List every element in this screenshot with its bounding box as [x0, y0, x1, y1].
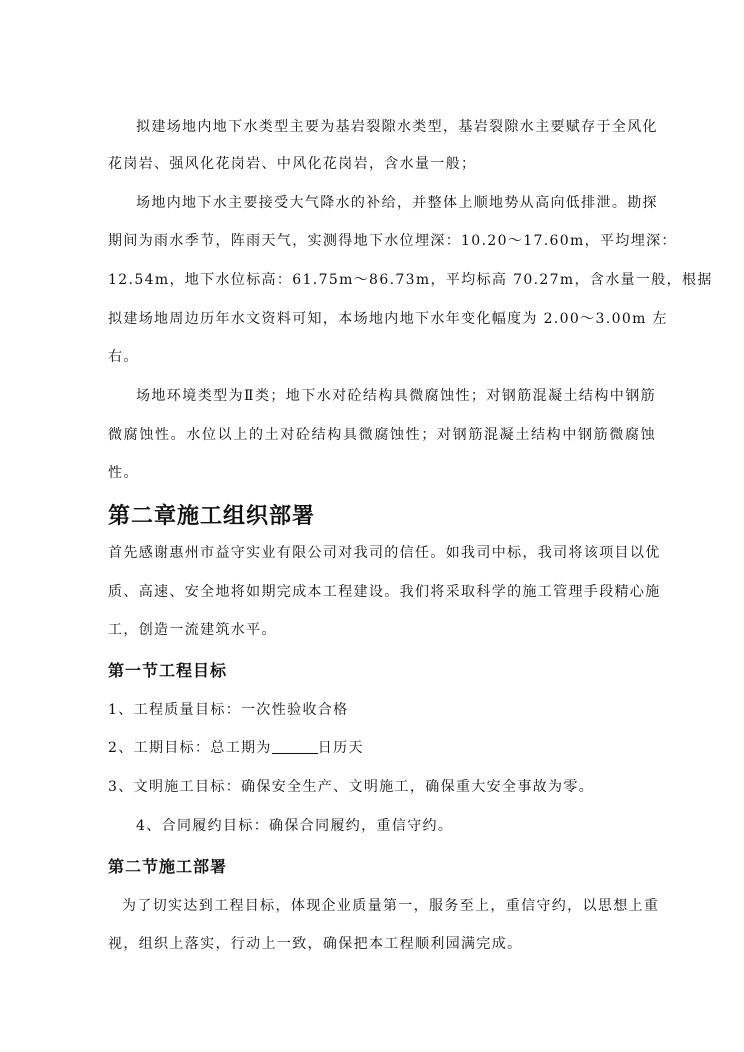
paragraph-2-line-1: 场地内地下水主要接受大气降水的补给，并整体上顺地势从高向低排泄。勘探	[136, 195, 658, 211]
section-2-line-1: 为了切实达到工程目标，体现企业质量第一，服务至上，重信守约，以思想上重	[122, 898, 660, 914]
chapter-2-intro-line-2: 质、高速、安全地将如期完成本工程建设。我们将采取科学的施工管理手段精心施	[108, 584, 661, 600]
paragraph-2-line-3: 12.54m，地下水位标高：61.75m～86.73m，平均标高 70.27m，含水量一般，根据	[108, 272, 713, 288]
goal-item-3: 3、文明施工目标：确保安全生产、文明施工，确保重大安全事故为零。	[108, 779, 595, 795]
goal-item-2-suffix: 日历天	[317, 740, 364, 756]
paragraph-1-line-1: 拟建场地内地下水类型主要为基岩裂隙水类型，基岩裂隙水主要赋存于全风化	[136, 119, 658, 135]
paragraph-2-line-2: 期间为雨水季节，阵雨天气，实测得地下水位埋深：10.20～17.60m，平均埋深：	[108, 233, 677, 249]
paragraph-3-line-3: 性。	[108, 465, 139, 481]
chapter-2-intro-line-1: 首先感谢惠州市益守实业有限公司对我司的信任。如我司中标，我司将该项目以优	[108, 545, 661, 561]
section-1-heading: 第一节工程目标	[108, 661, 228, 680]
goal-item-2-prefix: 2、工期目标：总工期为	[108, 740, 272, 756]
section-2-heading: 第二节施工部署	[108, 857, 228, 876]
chapter-2-intro-line-3: 工，创造一流建筑水平。	[108, 622, 277, 638]
section-2-line-2: 视，组织上落实，行动上一致，确保把本工程顺利园满完成。	[108, 936, 523, 952]
paragraph-1-line-2: 花岗岩、强风化花岗岩、中风化花岗岩，含水量一般；	[108, 156, 477, 172]
paragraph-2-line-5: 右。	[108, 349, 139, 365]
goal-item-1: 1、工程质量目标：一次性验收合格	[108, 702, 349, 718]
paragraph-3-line-1: 场地环境类型为Ⅱ类；地下水对砼结构具微腐蚀性；对钢筋混凝土结构中钢筋	[136, 388, 656, 404]
goal-item-2	[108, 738, 656, 758]
paragraph-3-line-2: 微腐蚀性。水位以上的土对砼结构具微腐蚀性；对钢筋混凝土结构中钢筋微腐蚀	[108, 427, 656, 443]
chapter-2-heading: 第二章施工组织部署	[108, 503, 316, 529]
paragraph-2-line-4: 拟建场地周边历年水文资料可知，本场地内地下水年变化幅度为 2.00～3.00m 左	[108, 311, 668, 327]
goal-item-4: 4、合同履约目标：确保合同履约，重信守约。	[136, 818, 454, 834]
blank-underline	[272, 739, 318, 754]
